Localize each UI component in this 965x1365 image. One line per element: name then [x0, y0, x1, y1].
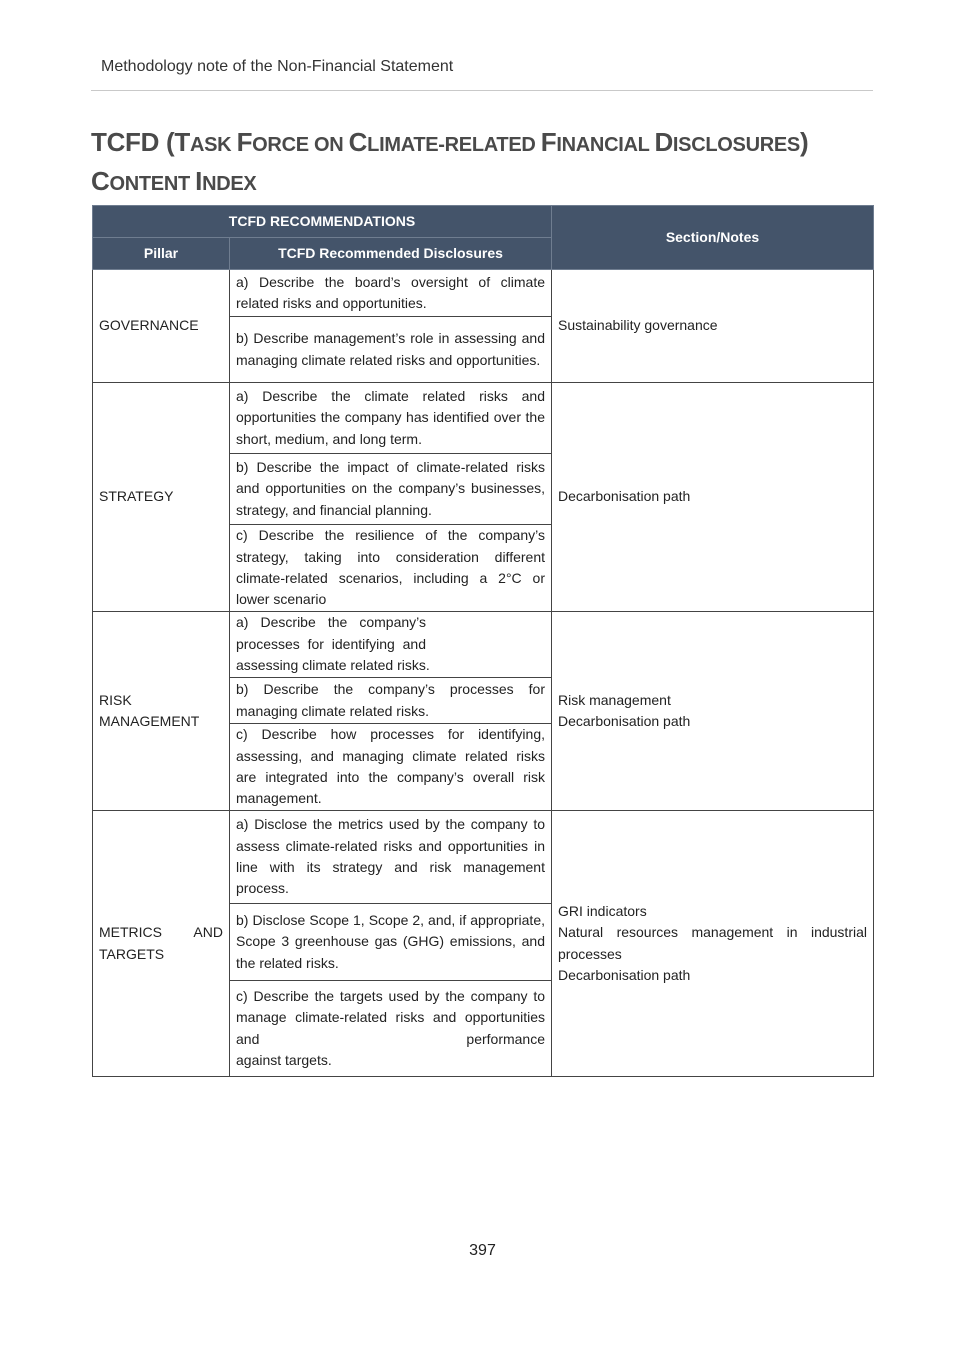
page-number: 397 [469, 1242, 496, 1259]
running-header: Methodology note of the Non-Financial Statement [101, 58, 454, 75]
notes-strategy: Decarbonisation path [552, 383, 874, 612]
pillar-strategy: STRATEGY [93, 383, 230, 612]
header-tcfd-recommendations: TCFD RECOMMENDATIONS [93, 206, 552, 238]
header-divider [91, 90, 873, 91]
notes-governance: Sustainability governance [552, 270, 874, 383]
disclosure-governance-b: b) Describe management’s role in assessing and managing climate related risks and opportunities. [230, 317, 552, 383]
disclosure-governance-a: a) Describe the board’s oversight of climate related risks and opportunities. [230, 270, 552, 317]
table-row [93, 383, 874, 454]
pillar-risk-management: RISK MANAGEMENT [93, 612, 230, 811]
title-line-2: CONTENT INDEX [91, 166, 257, 196]
table-row [93, 811, 874, 904]
header-section-notes: Section/Notes [552, 206, 874, 270]
disclosure-risk-c: c) Describe how processes for identifying, assessing, and managing climate related risks are integrated into the company’s overall risk management. [230, 724, 552, 811]
notes-risk-management: Risk management Decarbonisation path [552, 612, 874, 811]
table-row [93, 270, 874, 317]
header-pillar: Pillar [93, 238, 230, 270]
notes-metrics-and-targets: GRI indicators Natural resources management in industrial processes Decarbonisation path [552, 811, 874, 1077]
disclosure-risk-a: a) Describe the company’s processes for identifying and assessing climate related risks. [230, 612, 552, 678]
page-title [91, 124, 881, 202]
pillar-governance: GOVERNANCE [93, 270, 230, 383]
disclosure-metrics-a: a) Disclose the metrics used by the company to assess climate-related risks and opportunities in line with its strategy and risk management process. [230, 811, 552, 904]
tcfd-content-index-table [92, 205, 874, 1077]
disclosure-strategy-b: b) Describe the impact of climate-related risks and opportunities on the company’s businesses, strategy, and financial planning. [230, 454, 552, 525]
disclosure-metrics-b: b) Disclose Scope 1, Scope 2, and, if appropriate, Scope 3 greenhouse gas (GHG) emissions, and the related risks. [230, 904, 552, 981]
pillar-metrics-and-targets: METRICS AND TARGETS [93, 811, 230, 1077]
disclosure-strategy-a: a) Describe the climate related risks and opportunities the company has identified over the short, medium, and long term. [230, 383, 552, 454]
title-line-1: TCFD (TASK FORCE ON CLIMATE-RELATED FINANCIAL DISCLOSURES) [91, 127, 809, 157]
disclosure-risk-b: b) Describe the company’s processes for managing climate related risks. [230, 678, 552, 724]
header-recommended-disclosures: TCFD Recommended Disclosures [230, 238, 552, 270]
disclosure-metrics-c: c) Describe the targets used by the company to manage climate-related risks and opportunities and performance against targets. [230, 981, 552, 1077]
table-row [93, 612, 874, 678]
disclosure-strategy-c: c) Describe the resilience of the company’s strategy, taking into consideration different climate-related scenarios, including a 2°C or lower scenario [230, 525, 552, 612]
